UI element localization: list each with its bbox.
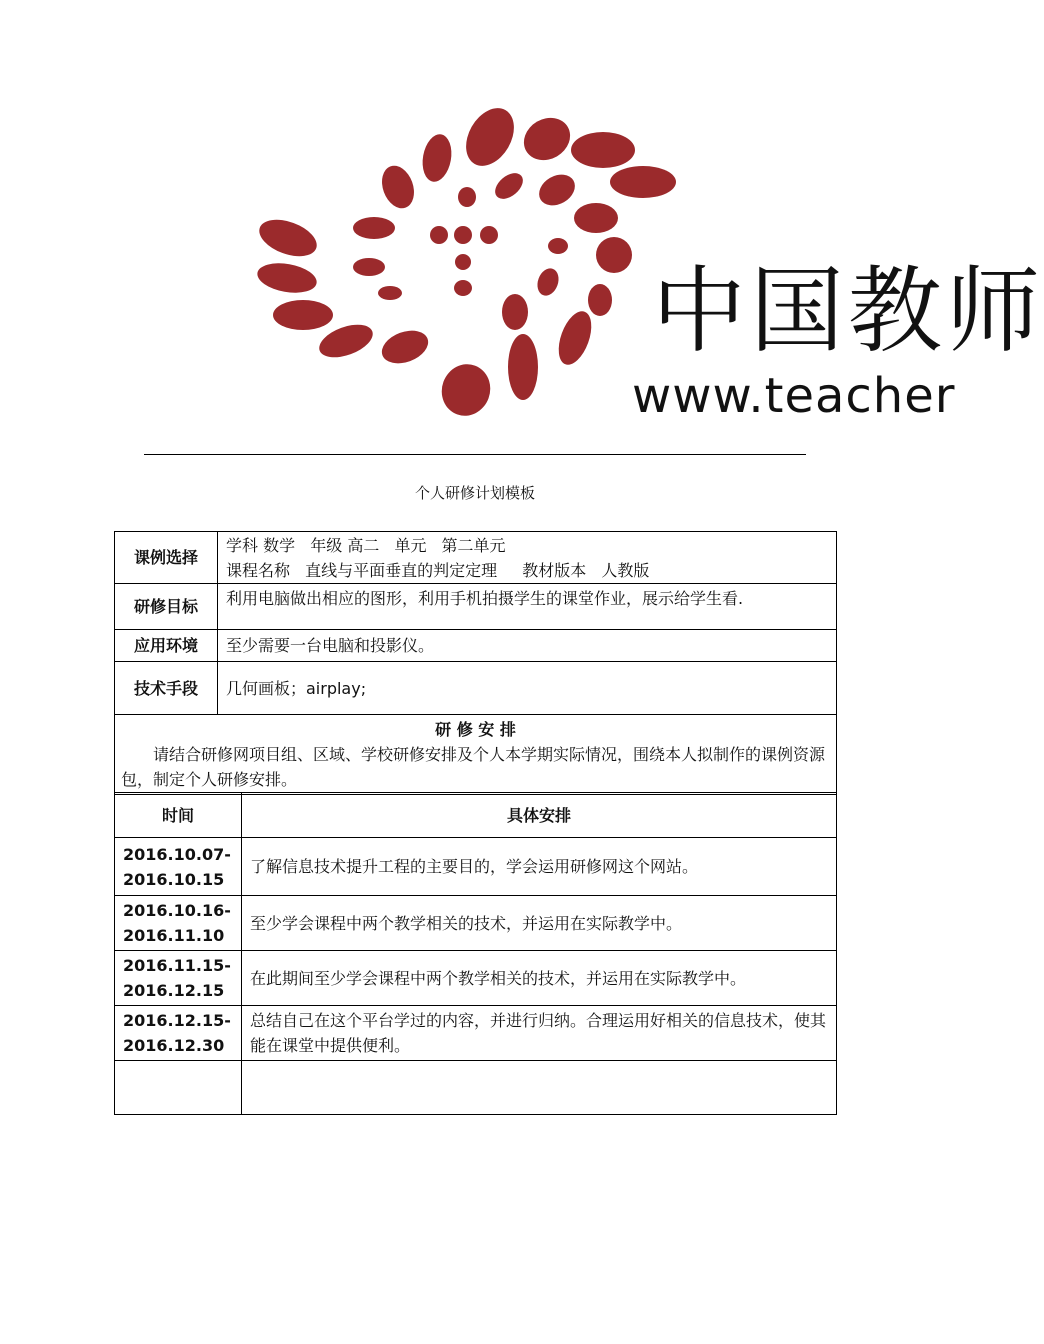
logo-dot bbox=[574, 203, 618, 233]
plan-cell: 至少学会课程中两个教学相关的技术，并运用在实际教学中。 bbox=[242, 896, 837, 951]
header-divider bbox=[144, 454, 806, 455]
date-start: 2016.10.16- bbox=[123, 901, 231, 920]
plan-header: 具体安排 bbox=[242, 793, 837, 838]
logo-dot bbox=[378, 286, 402, 300]
date-range bbox=[115, 1006, 242, 1061]
logo-url: www.teacher bbox=[632, 368, 956, 424]
logo-dot bbox=[255, 259, 319, 297]
table-row bbox=[115, 896, 837, 951]
date-start: 2016.10.07- bbox=[123, 844, 231, 864]
environment-label: 应用环境 bbox=[115, 630, 218, 662]
arrangement-description: 请结合研修网项目组、区域、学校研修安排及个人本学期实际情况，围绕本人拟制作的课例资源包，制定个人研修安排。 bbox=[121, 745, 826, 789]
logo-dot bbox=[353, 217, 395, 239]
table-row bbox=[115, 1006, 837, 1061]
technique-row bbox=[115, 662, 837, 715]
date-end: 2016.12.15 bbox=[123, 981, 225, 1000]
unit-label: 单元 bbox=[394, 535, 427, 555]
logo-dot bbox=[254, 213, 321, 264]
logo-dot bbox=[435, 357, 498, 422]
unit-value: 第二单元 bbox=[441, 535, 506, 555]
grade-label: 年级 bbox=[310, 535, 343, 555]
time-header: 时间 bbox=[115, 793, 242, 838]
logo-dot bbox=[430, 226, 448, 244]
plan-cell: 了解信息技术提升工程的主要目的，学会运用研修网这个网站。 bbox=[242, 838, 837, 896]
schedule-table bbox=[114, 792, 837, 1115]
table-row bbox=[115, 951, 837, 1006]
logo-dot bbox=[376, 161, 419, 213]
arrangement-heading: 研 修 安 排 bbox=[435, 720, 516, 739]
course-name-value: 直线与平面垂直的判定定理 bbox=[305, 560, 498, 580]
logo-dot bbox=[571, 132, 635, 168]
document-title: 个人研修计划模板 bbox=[414, 484, 535, 502]
logo-dot bbox=[455, 254, 471, 270]
edition-label: 教材版本 bbox=[522, 560, 587, 580]
info-table bbox=[114, 531, 837, 795]
date-range bbox=[115, 838, 242, 896]
logo-dot bbox=[610, 166, 676, 198]
goal-value: 利用电脑做出相应的图形，利用手机拍摄学生的课堂作业，展示给学生看. bbox=[218, 584, 837, 630]
logo-dot bbox=[596, 237, 632, 273]
logo-dot bbox=[458, 187, 476, 207]
date-start: 2016.11.15- bbox=[123, 956, 231, 975]
subject-value: 数学 bbox=[263, 535, 296, 555]
course-choice-row bbox=[115, 532, 837, 584]
course-choice-label: 课例选择 bbox=[115, 532, 218, 584]
plan-cell: 总结自己在这个平台学过的内容，并进行归纳。合理运用好相关的信息技术，使其能在课堂中提供便利。 bbox=[242, 1006, 837, 1061]
environment-value: 至少需要一台电脑和投影仪。 bbox=[218, 630, 837, 662]
logo-dot bbox=[490, 168, 527, 204]
technique-value: 几何画板；airplay; bbox=[218, 662, 837, 715]
subject-label: 学科 bbox=[226, 535, 259, 555]
table-row bbox=[115, 838, 837, 896]
date-range bbox=[115, 951, 242, 1006]
schedule-header-row bbox=[115, 793, 837, 838]
date-end: 2016.12.30 bbox=[123, 1036, 225, 1055]
technique-label: 技术手段 bbox=[115, 662, 218, 715]
logo-dot bbox=[377, 325, 432, 370]
logo-dot bbox=[534, 265, 562, 298]
logo-dot bbox=[588, 284, 612, 316]
course-name-line bbox=[226, 558, 828, 583]
edition-value: 人教版 bbox=[601, 560, 650, 580]
logo-dot bbox=[273, 300, 333, 330]
logo-dot bbox=[548, 238, 568, 254]
plan-cell: 在此期间至少学会课程中两个教学相关的技术，并运用在实际教学中。 bbox=[242, 951, 837, 1006]
course-subject-line bbox=[226, 533, 828, 558]
logo-dot bbox=[353, 258, 385, 276]
logo-dot bbox=[508, 334, 538, 400]
logo-dot bbox=[480, 226, 498, 244]
date-end: 2016.11.10 bbox=[123, 926, 225, 945]
logo-dot bbox=[516, 110, 578, 169]
teacher-logo bbox=[0, 0, 1044, 440]
grade-value: 高二 bbox=[347, 535, 380, 555]
course-name-label: 课程名称 bbox=[226, 560, 291, 580]
date-end: 2016.10.15 bbox=[123, 869, 225, 889]
environment-row bbox=[115, 630, 837, 662]
logo-dot bbox=[534, 168, 581, 211]
arrangement-row bbox=[115, 715, 837, 795]
logo-dot bbox=[419, 132, 455, 184]
logo-dot bbox=[456, 100, 523, 175]
logo-dot bbox=[552, 307, 597, 369]
logo-dot bbox=[454, 280, 472, 296]
arrangement-cell bbox=[115, 715, 837, 795]
date-range bbox=[115, 1061, 242, 1115]
date-range bbox=[115, 896, 242, 951]
date-start: 2016.12.15- bbox=[123, 1011, 231, 1030]
logo-name-cn: 中国教师 bbox=[652, 257, 1044, 366]
goal-label: 研修目标 bbox=[115, 584, 218, 630]
plan-cell bbox=[242, 1061, 837, 1115]
logo-dot bbox=[502, 294, 528, 330]
goal-row bbox=[115, 584, 837, 630]
table-row bbox=[115, 1061, 837, 1115]
course-choice-value bbox=[218, 532, 837, 584]
logo-dot bbox=[454, 226, 472, 244]
